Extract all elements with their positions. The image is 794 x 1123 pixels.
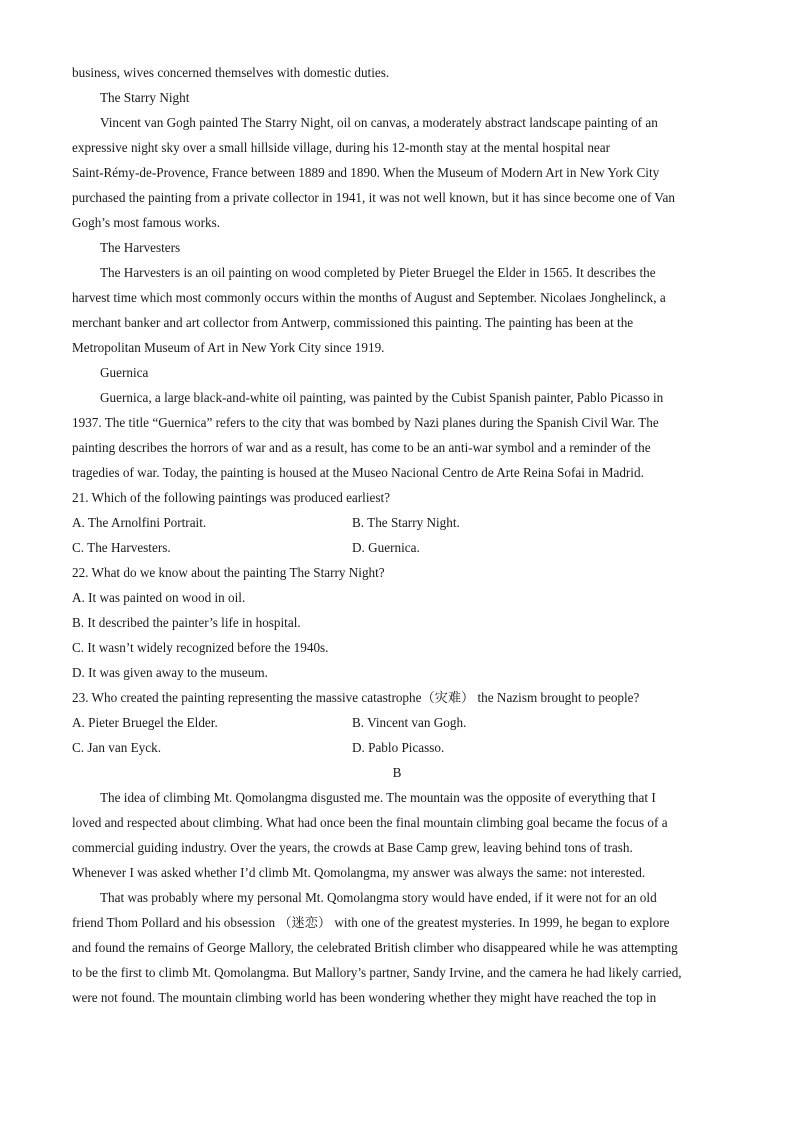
- starry-night-line: purchased the painting from a private collector in 1941, it was not well known, but it has since become one of Van: [72, 190, 675, 205]
- starry-night-line: expressive night sky over a small hillside village, during his 12-month stay at the mental hospital near: [72, 140, 611, 155]
- question-23-option-b: B. Vincent van Gogh.: [352, 715, 467, 730]
- guernica-line: tragedies of war. Today, the painting is housed at the Museo Nacional Centro de Arte Reina Sofai in Madrid.: [72, 465, 644, 480]
- harvesters-line: The Harvesters is an oil painting on wood completed by Pieter Bruegel the Elder in 1565. It describes the: [100, 265, 656, 280]
- passage-b-para1-line: loved and respected about climbing. What had once been the final mountain climbing goal became the focus of a: [72, 815, 668, 830]
- harvesters-line: Metropolitan Museum of Art in New York City since 1919.: [72, 340, 385, 355]
- harvesters-line: merchant banker and art collector from Antwerp, commissioned this painting. The painting has been at the: [72, 315, 634, 330]
- guernica-line: Guernica, a large black-and-white oil painting, was painted by the Cubist Spanish painter, Pablo Picasso in: [100, 390, 664, 405]
- passage-a-lead-line: business, wives concerned themselves with domestic duties.: [72, 65, 390, 80]
- guernica-line: 1937. The title “Guernica” refers to the city that was bombed by Nazi planes during the Spanish Civil War. The: [72, 415, 659, 430]
- passage-b-para1-line: The idea of climbing Mt. Qomolangma disgusted me. The mountain was the opposite of everything that I: [100, 790, 656, 805]
- passage-b-label: B: [392, 765, 402, 780]
- harvesters-line: harvest time which most commonly occurs within the months of August and September. Nicolaes Jonghelinck, a: [72, 290, 666, 305]
- question-23-option-c: C. Jan van Eyck.: [72, 740, 161, 755]
- question-23-option-d: D. Pablo Picasso.: [352, 740, 445, 755]
- question-23-stem: 23. Who created the painting representing the massive catastrophe（灾难） the Nazism brought to people?: [72, 690, 640, 705]
- question-21-option-b: B. The Starry Night.: [352, 515, 460, 530]
- guernica-line: painting describes the horrors of war and as a result, has come to be an anti-war symbol and a reminder of the: [72, 440, 651, 455]
- question-21-option-a: A. The Arnolfini Portrait.: [72, 515, 207, 530]
- passage-b-para1-line: commercial guiding industry. Over the years, the crowds at Base Camp grew, leaving behind tons of trash.: [72, 840, 633, 855]
- question-22-option-d: D. It was given away to the museum.: [72, 665, 268, 680]
- starry-night-line: Vincent van Gogh painted The Starry Night, oil on canvas, a moderately abstract landscape painting of an: [100, 115, 658, 130]
- question-21-option-c: C. The Harvesters.: [72, 540, 171, 555]
- passage-b-para2-line: and found the remains of George Mallory, the celebrated British climber who disappeared while he was attempting: [72, 940, 678, 955]
- question-22-option-c: C. It wasn’t widely recognized before the 1940s.: [72, 640, 329, 655]
- question-22-stem: 22. What do we know about the painting The Starry Night?: [72, 565, 385, 580]
- passage-b-para2-line: were not found. The mountain climbing world has been wondering whether they might have reached the top in: [72, 990, 657, 1005]
- harvesters-heading: The Harvesters: [100, 240, 181, 255]
- question-23-option-a: A. Pieter Bruegel the Elder.: [72, 715, 218, 730]
- passage-b-para2-line: That was probably where my personal Mt. Qomolangma story would have ended, if it were not for an old: [100, 890, 657, 905]
- question-22-option-a: A. It was painted on wood in oil.: [72, 590, 246, 605]
- question-22-option-b: B. It described the painter’s life in hospital.: [72, 615, 301, 630]
- starry-night-line: Gogh’s most famous works.: [72, 215, 220, 230]
- question-21-stem: 21. Which of the following paintings was produced earliest?: [72, 490, 391, 505]
- starry-night-line: Saint-Rémy-de-Provence, France between 1889 and 1890. When the Museum of Modern Art in New York City: [72, 165, 660, 180]
- passage-b-para1-line: Whenever I was asked whether I’d climb Mt. Qomolangma, my answer was always the same: not interested.: [72, 865, 646, 880]
- starry-night-heading: The Starry Night: [100, 90, 190, 105]
- question-21-option-d: D. Guernica.: [352, 540, 420, 555]
- passage-b-para2-line: to be the first to climb Mt. Qomolangma. But Mallory’s partner, Sandy Irvine, and the camera he had likely carried,: [72, 965, 682, 980]
- passage-b-para2-line: friend Thom Pollard and his obsession （迷恋） with one of the greatest mysteries. In 1999, he began to explore: [72, 915, 670, 930]
- guernica-heading: Guernica: [100, 365, 149, 380]
